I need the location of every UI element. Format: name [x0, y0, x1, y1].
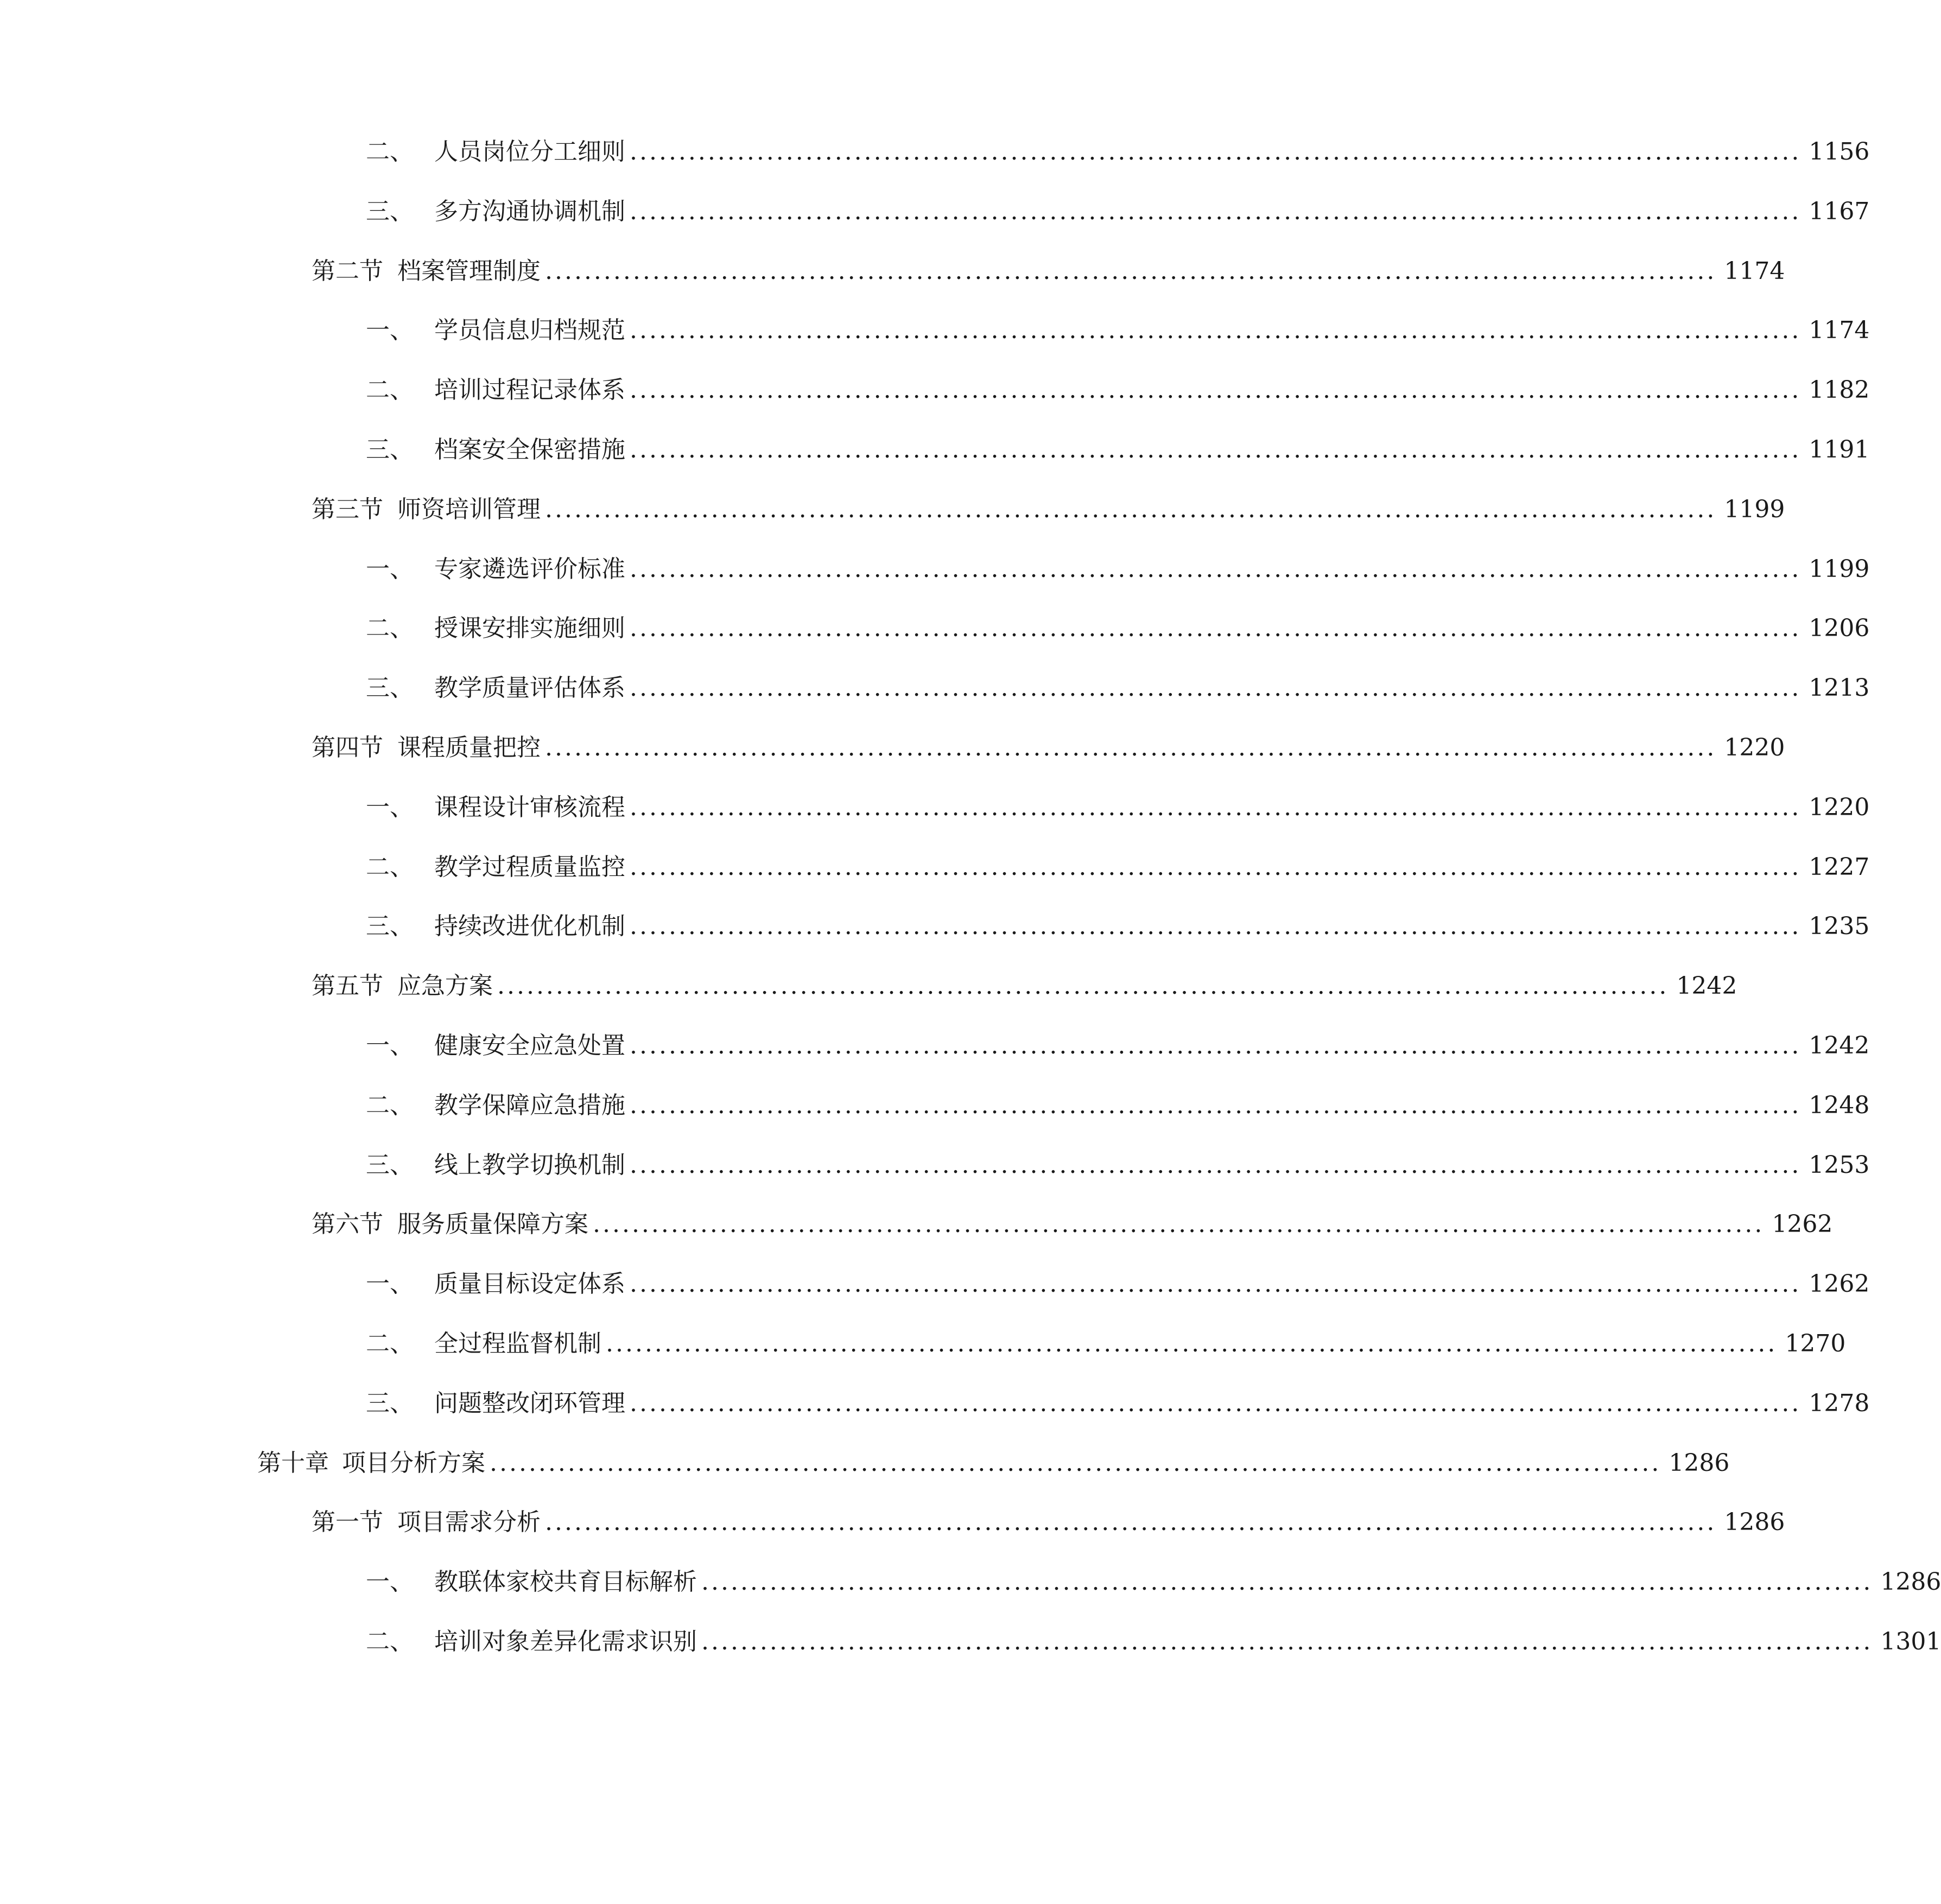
toc-entry-page-number: 1242	[1676, 972, 1737, 1000]
toc-dot-leader: ........................................................................................................................	[630, 1032, 1802, 1059]
toc-entry-number: 三、	[366, 674, 414, 702]
toc-entry-label	[312, 956, 493, 1016]
toc-entry-item[interactable]	[0, 1552, 1941, 1612]
toc-entry-number: 二、	[366, 138, 414, 166]
toc-entry-page-number: 1191	[1809, 436, 1870, 464]
toc-entry-chapter[interactable]	[0, 1433, 1730, 1493]
toc-entry-section[interactable]	[0, 718, 1785, 778]
toc-entry-number: 三、	[366, 1389, 414, 1417]
toc-dot-leader: ........................................................................................................................	[630, 912, 1802, 941]
toc-entry-section[interactable]	[0, 242, 1785, 301]
toc-entry-label	[366, 420, 625, 480]
toc-entry-label	[366, 1076, 625, 1135]
toc-entry-page-number: 1220	[1724, 734, 1785, 761]
toc-dot-leader: ........................................................................................................................	[545, 1508, 1717, 1537]
toc-entry-title: 教联体家校共育目标解析	[434, 1568, 697, 1596]
toc-entry-number: 一、	[366, 1568, 414, 1596]
toc-entry-page-number: 1213	[1809, 674, 1870, 702]
toc-entry-label	[366, 1016, 625, 1076]
toc-entry-item[interactable]	[0, 1254, 1870, 1314]
toc-entry-item[interactable]	[0, 1314, 1846, 1374]
toc-entry-page-number: 1156	[1809, 138, 1870, 166]
toc-entry-number: 第十章	[257, 1449, 329, 1477]
toc-entry-page-number: 1227	[1809, 853, 1870, 881]
toc-dot-leader: ........................................................................................................................	[630, 853, 1802, 881]
toc-entry-label	[366, 122, 625, 182]
toc-entry-item[interactable]	[0, 1076, 1870, 1135]
toc-entry-label	[312, 1195, 588, 1254]
toc-entry-number: 第五节	[312, 972, 383, 1000]
toc-entry-section[interactable]	[0, 956, 1737, 1016]
toc-entry-number: 一、	[366, 1270, 414, 1298]
toc-entry-number: 一、	[366, 316, 414, 345]
toc-entry-number: 第六节	[312, 1210, 383, 1239]
toc-entry-page-number: 1167	[1809, 197, 1870, 225]
toc-entry-title: 档案管理制度	[397, 257, 541, 285]
toc-entry-item[interactable]	[0, 122, 1870, 182]
toc-entry-title: 学员信息归档规范	[434, 316, 625, 345]
toc-entry-item[interactable]	[0, 301, 1870, 360]
toc-entry-page-number: 1235	[1809, 912, 1870, 941]
toc-dot-leader: ........................................................................................................................	[630, 1270, 1802, 1298]
toc-entry-section[interactable]	[0, 1195, 1833, 1254]
toc-entry-title: 服务质量保障方案	[397, 1210, 588, 1239]
toc-entry-item[interactable]	[0, 1612, 1941, 1672]
toc-entry-number: 二、	[366, 853, 414, 881]
toc-dot-leader: ........................................................................................................................	[630, 316, 1802, 345]
toc-entry-label	[312, 480, 541, 540]
toc-entry-label	[366, 1612, 697, 1672]
toc-entry-page-number: 1199	[1724, 495, 1785, 523]
toc-dot-leader: ........................................................................................................................	[630, 555, 1802, 583]
toc-dot-leader: ........................................................................................................................	[630, 793, 1802, 821]
toc-entry-number: 第三节	[312, 495, 383, 523]
toc-entry-item[interactable]	[0, 540, 1870, 599]
toc-entry-number: 二、	[366, 614, 414, 643]
toc-entry-title: 多方沟通协调机制	[434, 197, 625, 225]
toc-dot-leader: ........................................................................................................................	[630, 1091, 1802, 1119]
toc-entry-title: 教学过程质量监控	[434, 853, 625, 881]
toc-entry-label	[366, 1135, 625, 1195]
toc-entry-title: 教学保障应急措施	[434, 1091, 625, 1119]
toc-entry-item[interactable]	[0, 599, 1870, 658]
toc-entry-label	[366, 1374, 625, 1433]
toc-entry-number: 第二节	[312, 257, 383, 285]
toc-entry-label	[312, 1493, 541, 1552]
toc-entry-label	[366, 1254, 625, 1314]
toc-entry-label	[366, 182, 625, 242]
toc-dot-leader: ........................................................................................................................	[630, 614, 1802, 643]
toc-entry-title: 线上教学切换机制	[434, 1151, 625, 1179]
toc-entry-title: 应急方案	[397, 972, 493, 1000]
toc-entry-title: 培训对象差异化需求识别	[434, 1628, 697, 1655]
toc-entry-title: 项目需求分析	[397, 1508, 541, 1537]
toc-entry-item[interactable]	[0, 420, 1870, 480]
toc-dot-leader: ........................................................................................................................	[701, 1628, 1873, 1655]
toc-entry-item[interactable]	[0, 1374, 1870, 1433]
toc-entry-item[interactable]	[0, 897, 1870, 956]
toc-entry-item[interactable]	[0, 778, 1870, 837]
toc-entry-page-number: 1174	[1724, 257, 1785, 285]
toc-entry-label	[366, 360, 625, 420]
toc-entry-number: 一、	[366, 555, 414, 583]
toc-entry-title: 问题整改闭环管理	[434, 1389, 625, 1417]
toc-dot-leader: ........................................................................................................................	[545, 734, 1717, 761]
toc-entry-item[interactable]	[0, 1135, 1870, 1195]
toc-entry-item[interactable]	[0, 1016, 1870, 1076]
toc-entry-number: 第四节	[312, 734, 383, 761]
toc-entry-title: 全过程监督机制	[434, 1330, 601, 1357]
toc-entry-number: 第一节	[312, 1508, 383, 1537]
toc-entry-label	[366, 301, 625, 360]
toc-entry-title: 项目分析方案	[342, 1449, 485, 1477]
toc-entry-title: 课程设计审核流程	[434, 793, 625, 821]
toc-entry-title: 质量目标设定体系	[434, 1270, 625, 1298]
toc-entry-title: 教学质量评估体系	[434, 674, 625, 702]
toc-entry-title: 健康安全应急处置	[434, 1032, 625, 1059]
toc-entry-page-number: 1286	[1724, 1508, 1785, 1537]
toc-entry-page-number: 1286	[1669, 1449, 1730, 1477]
toc-entry-label	[312, 242, 541, 301]
toc-entry-page-number: 1248	[1809, 1091, 1870, 1119]
toc-entry-title: 授课安排实施细则	[434, 614, 625, 643]
toc-dot-leader: ........................................................................................................................	[630, 197, 1802, 225]
toc-entry-label	[366, 897, 625, 956]
toc-entry-title: 课程质量把控	[397, 734, 541, 761]
toc-entry-label	[366, 658, 625, 718]
toc-entry-number: 三、	[366, 197, 414, 225]
toc-entry-page-number: 1262	[1809, 1270, 1870, 1298]
toc-dot-leader: ........................................................................................................................	[630, 674, 1802, 702]
toc-entry-page-number: 1301	[1880, 1628, 1941, 1655]
toc-entry-number: 三、	[366, 912, 414, 941]
toc-entry-label	[366, 1314, 601, 1374]
toc-entry-page-number: 1242	[1809, 1032, 1870, 1059]
toc-entry-number: 一、	[366, 793, 414, 821]
toc-dot-leader: ........................................................................................................................	[545, 257, 1717, 285]
toc-entry-title: 培训过程记录体系	[434, 376, 625, 404]
toc-entry-number: 一、	[366, 1032, 414, 1059]
toc-dot-leader: ........................................................................................................................	[593, 1210, 1765, 1239]
toc-entry-title: 档案安全保密措施	[434, 436, 625, 464]
toc-entry-item[interactable]	[0, 837, 1870, 897]
toc-entry-label	[366, 778, 625, 837]
toc-entry-page-number: 1174	[1809, 316, 1870, 345]
toc-dot-leader: ........................................................................................................................	[630, 436, 1802, 464]
toc-entry-item[interactable]	[0, 360, 1870, 420]
toc-dot-leader: ........................................................................................................................	[606, 1330, 1778, 1357]
toc-entry-page-number: 1262	[1772, 1210, 1833, 1239]
toc-entry-page-number: 1278	[1809, 1389, 1870, 1417]
toc-entry-label	[312, 718, 541, 778]
toc-entry-label	[257, 1433, 485, 1493]
toc-entry-page-number: 1270	[1785, 1330, 1846, 1357]
toc-dot-leader: ........................................................................................................................	[630, 1151, 1802, 1179]
toc-entry-label	[366, 540, 625, 599]
toc-dot-leader: ........................................................................................................................	[630, 138, 1802, 166]
toc-entry-page-number: 1253	[1809, 1151, 1870, 1179]
toc-entry-number: 二、	[366, 1628, 414, 1655]
toc-entry-title: 专家遴选评价标准	[434, 555, 625, 583]
toc-entry-page-number: 1199	[1809, 555, 1870, 583]
toc-entry-page-number: 1220	[1809, 793, 1870, 821]
toc-entry-section[interactable]	[0, 480, 1785, 540]
toc-dot-leader: ........................................................................................................................	[630, 1389, 1802, 1417]
toc-entry-title: 持续改进优化机制	[434, 912, 625, 941]
toc-entry-page-number: 1286	[1880, 1568, 1941, 1596]
toc-entry-number: 三、	[366, 436, 414, 464]
toc-dot-leader: ........................................................................................................................	[701, 1568, 1873, 1596]
toc-entry-number: 二、	[366, 376, 414, 404]
toc-dot-leader: ........................................................................................................................	[490, 1449, 1661, 1477]
toc-dot-leader: ........................................................................................................................	[545, 495, 1717, 523]
toc-entry-item[interactable]	[0, 658, 1870, 718]
toc-entry-label	[366, 837, 625, 897]
toc-entry-page-number: 1206	[1809, 614, 1870, 643]
toc-entry-section[interactable]	[0, 1493, 1785, 1552]
toc-entry-title: 人员岗位分工细则	[434, 138, 625, 166]
toc-dot-leader: ........................................................................................................................	[630, 376, 1802, 404]
toc-entry-label	[366, 599, 625, 658]
toc-entry-number: 二、	[366, 1330, 414, 1357]
toc-entry-label	[366, 1552, 697, 1612]
toc-entry-number: 三、	[366, 1151, 414, 1179]
toc-entry-item[interactable]	[0, 182, 1870, 242]
toc-entry-page-number: 1182	[1809, 376, 1870, 404]
toc-dot-leader: ........................................................................................................................	[497, 972, 1669, 1000]
toc-entry-title: 师资培训管理	[397, 495, 541, 523]
toc-entry-number: 二、	[366, 1091, 414, 1119]
